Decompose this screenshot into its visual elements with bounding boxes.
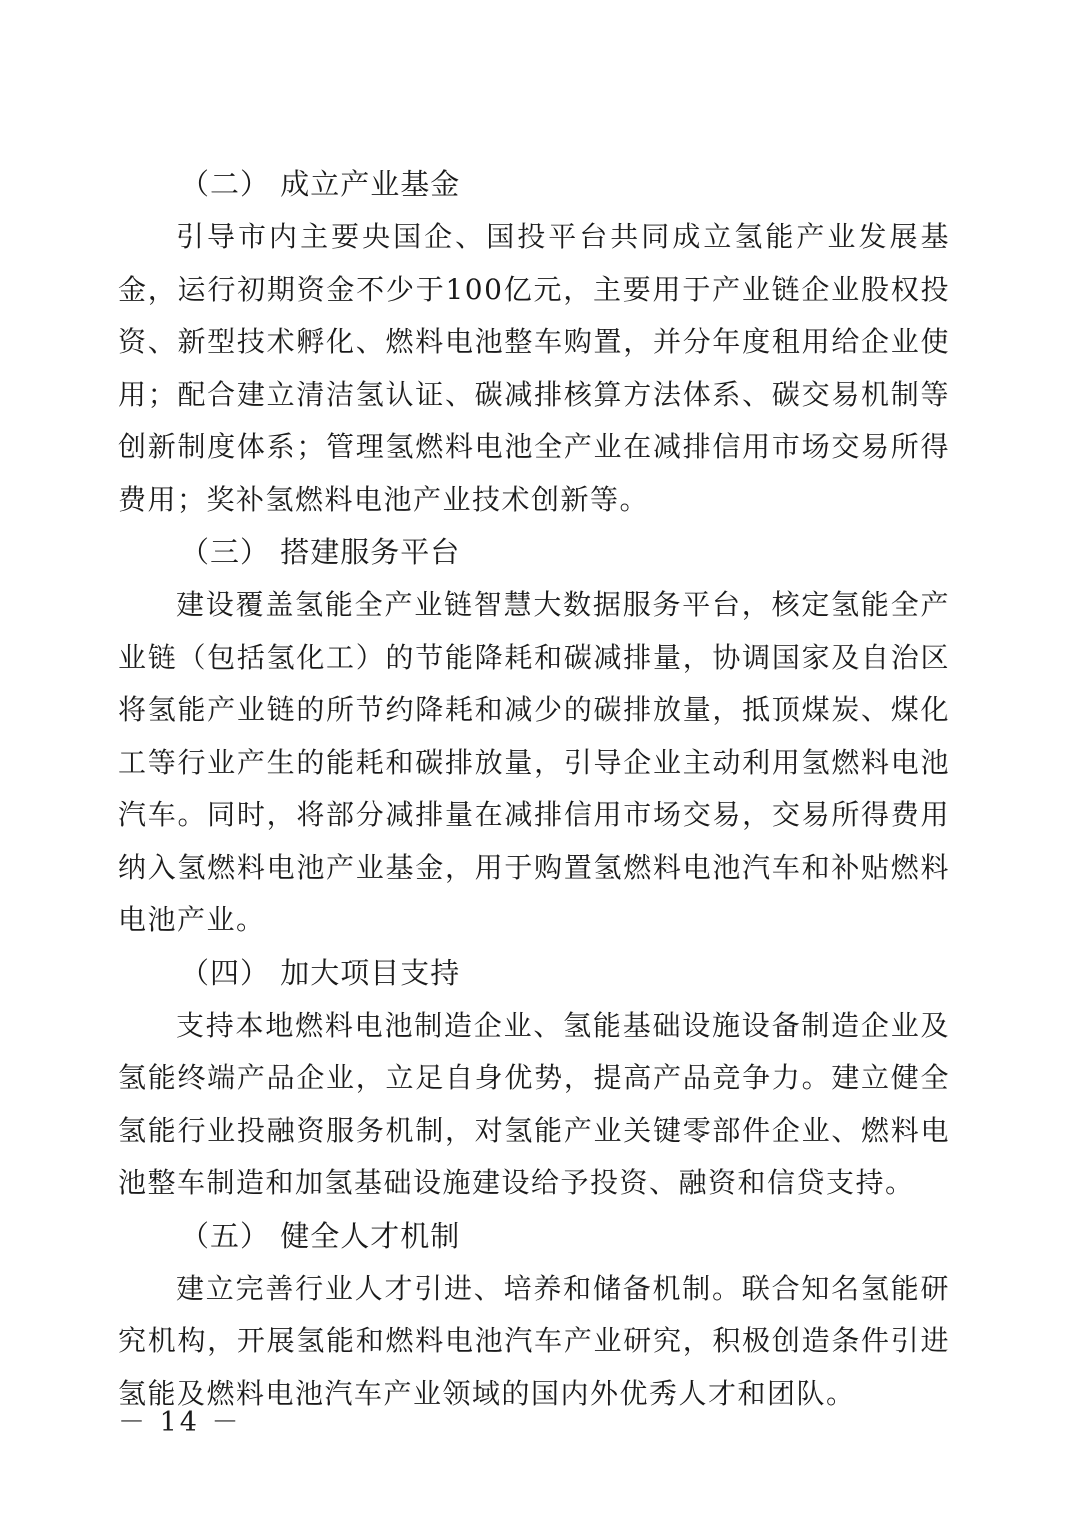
section-talent-mechanism — [118, 1210, 950, 1421]
section-heading: （二） 成立产业基金 — [180, 167, 461, 201]
section-paragraph: 建设覆盖氢能全产业链智慧大数据服务平台，核定氢能全产业链（包括氢化工）的节能降耗和碳减排量，协调国家及自治区将氢能产业链的所节约降耗和减少的碳排放量，抵顶煤炭、煤化工等行业产生的能耗和碳排放量，引导企业主动利用氢燃料电池汽车。同时，将部分减排量在减排信用市场交易，交易所得费用纳入氢燃料电池产业基金，用于购置氢燃料电池汽车和补贴燃料电池产业。 — [118, 588, 950, 936]
document-body — [118, 158, 950, 1420]
section-build-service-platform — [118, 526, 950, 947]
section-paragraph: 支持本地燃料电池制造企业、氢能基础设施设备制造企业及氢能终端产品企业，立足自身优势，提高产品竞争力。建立健全氢能行业投融资服务机制，对氢能产业关键零部件企业、燃料电池整车制造和加氢基础设施建设给予投资、融资和信贷支持。 — [118, 1008, 950, 1199]
page-number: － 14 － — [118, 1407, 242, 1438]
section-heading: （三） 搭建服务平台 — [180, 535, 461, 569]
section-paragraph: 建立完善行业人才引进、培养和储备机制。联合知名氢能研究机构，开展氢能和燃料电池汽车产业研究，积极创造条件引进氢能及燃料电池汽车产业领域的国内外优秀人才和团队。 — [118, 1271, 950, 1410]
section-heading: （五） 健全人才机制 — [180, 1218, 461, 1253]
section-increase-project-support — [118, 947, 950, 1210]
section-paragraph: 引导市内主要央国企、国投平台共同成立氢能产业发展基金，运行初期资金不少于100亿元，主要用于产业链企业股权投资、新型技术孵化、燃料电池整车购置，并分年度租用给企业使用；配合建立清洁氢认证、碳减排核算方法体系、碳交易机制等创新制度体系；管理氢燃料电池全产业在减排信用市场交易所得费用；奖补氢燃料电池产业技术创新等。 — [118, 220, 950, 516]
section-heading: （四） 加大项目支持 — [180, 955, 461, 990]
section-establish-industry-fund — [118, 158, 950, 526]
